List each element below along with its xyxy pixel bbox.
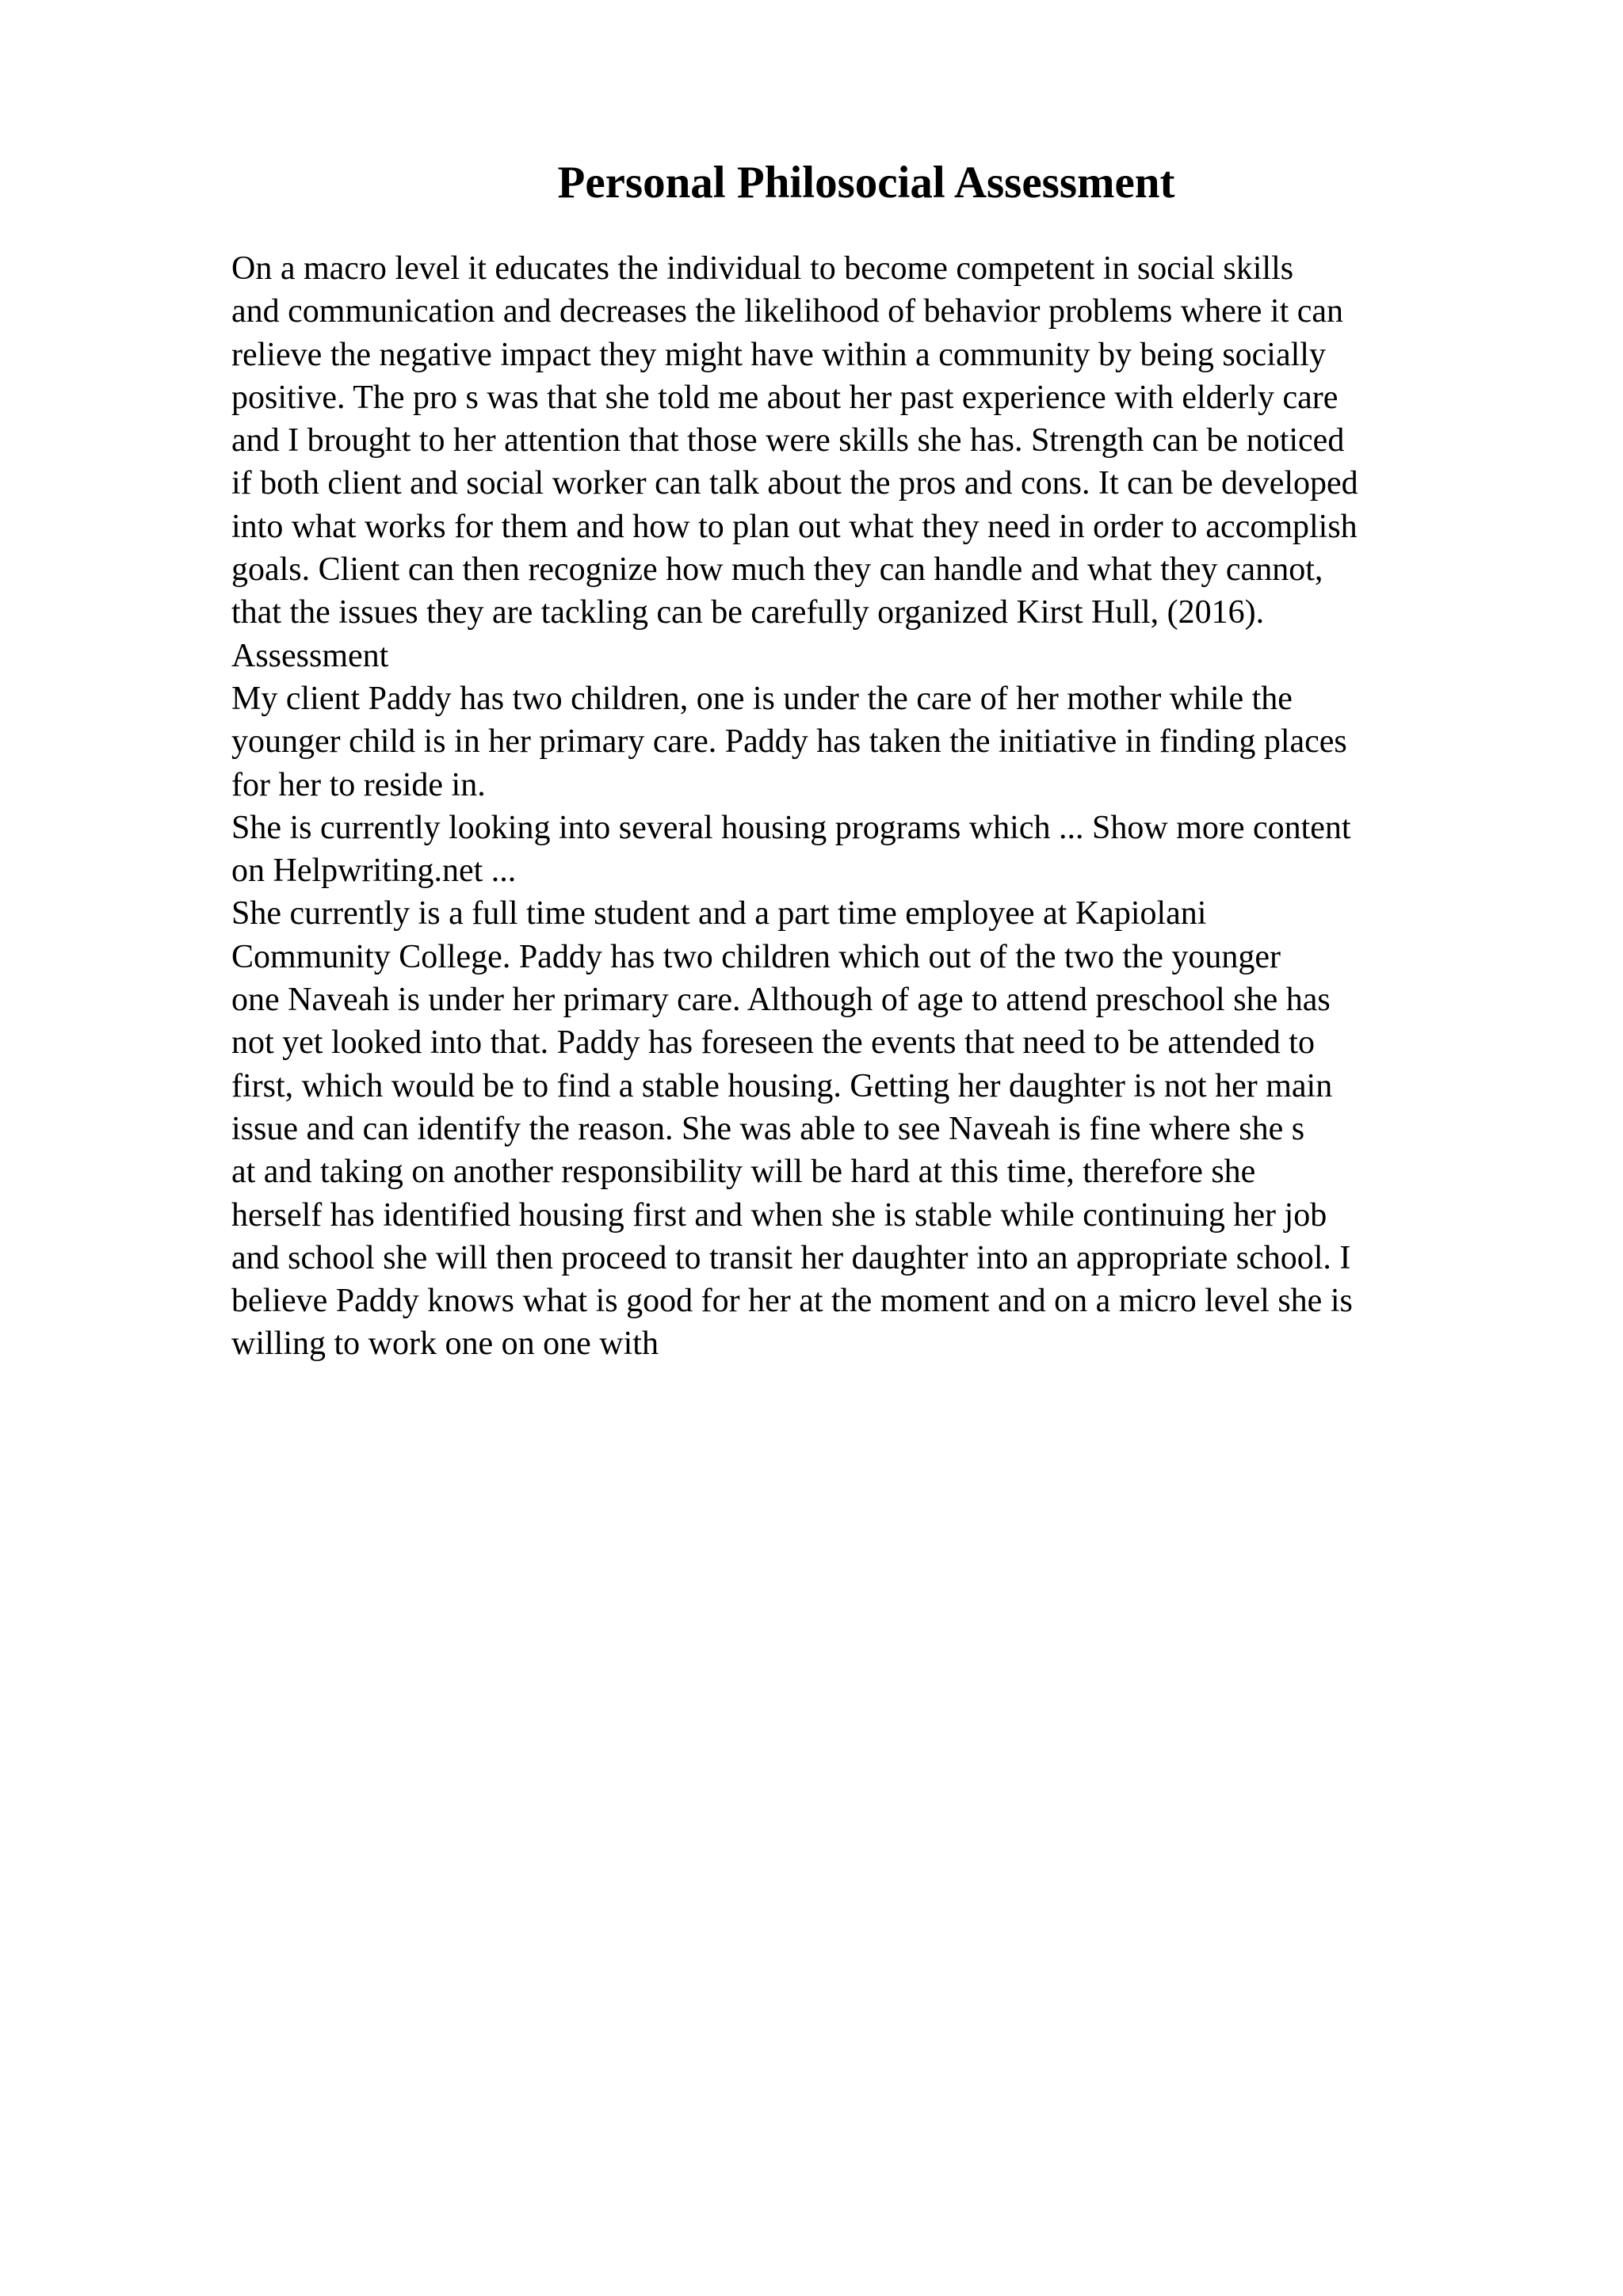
body-line: She is currently looking into several housing programs which ... Show more content: [231, 809, 1351, 846]
body-line: at and taking on another responsibility will be hard at this time, therefore she: [231, 1154, 1256, 1191]
body-line: Community College. Paddy has two children which out of the two the younger: [231, 938, 1281, 975]
section-heading-assessment: Assessment: [231, 637, 389, 674]
body-line: and school she will then proceed to transit her daughter into an appropriate school. I: [231, 1239, 1351, 1276]
document-body: [231, 247, 1499, 1366]
body-line: on Helpwriting.net ...: [231, 852, 517, 890]
body-line: herself has identified housing first and when she is stable while continuing her job: [231, 1196, 1327, 1234]
document-title: Personal Philosocial Assessment: [557, 158, 1175, 208]
body-line: willing to work one on one with: [231, 1325, 659, 1363]
body-line: and communication and decreases the likelihood of behavior problems where it can: [231, 293, 1344, 330]
body-line: first, which would be to find a stable housing. Getting her daughter is not her main: [231, 1067, 1333, 1104]
body-line: positive. The pro s was that she told me about her past experience with elderly care: [231, 379, 1338, 416]
body-line: My client Paddy has two children, one is under the care of her mother while the: [231, 680, 1293, 717]
body-line: goals. Client can then recognize how much they can handle and what they cannot,: [231, 551, 1323, 589]
body-line: that the issues they are tackling can be carefully organized Kirst Hull, (2016).: [231, 594, 1265, 631]
body-line: not yet looked into that. Paddy has foreseen the events that need to be attended to: [231, 1024, 1315, 1062]
body-line: into what works for them and how to plan out what they need in order to accomplish: [231, 508, 1358, 545]
body-line: one Naveah is under her primary care. Although of age to attend preschool she has: [231, 982, 1331, 1019]
body-line: and I brought to her attention that those were skills she has. Strength can be noticed: [231, 422, 1345, 460]
body-line: issue and can identify the reason. She was able to see Naveah is fine where she s: [231, 1110, 1305, 1147]
body-line: younger child is in her primary care. Paddy has taken the initiative in finding places: [231, 723, 1347, 761]
body-line: for her to reside in.: [231, 766, 486, 803]
body-line: believe Paddy knows what is good for her at the moment and on a micro level she is: [231, 1283, 1353, 1320]
body-line: if both client and social worker can talk about the pros and cons. It can be developed: [231, 465, 1358, 502]
body-line: relieve the negative impact they might have within a community by being socially: [231, 336, 1326, 373]
body-line: She currently is a full time student and a part time employee at Kapiolani: [231, 895, 1207, 933]
body-line: On a macro level it educates the individual to become competent in social skills: [231, 250, 1294, 287]
